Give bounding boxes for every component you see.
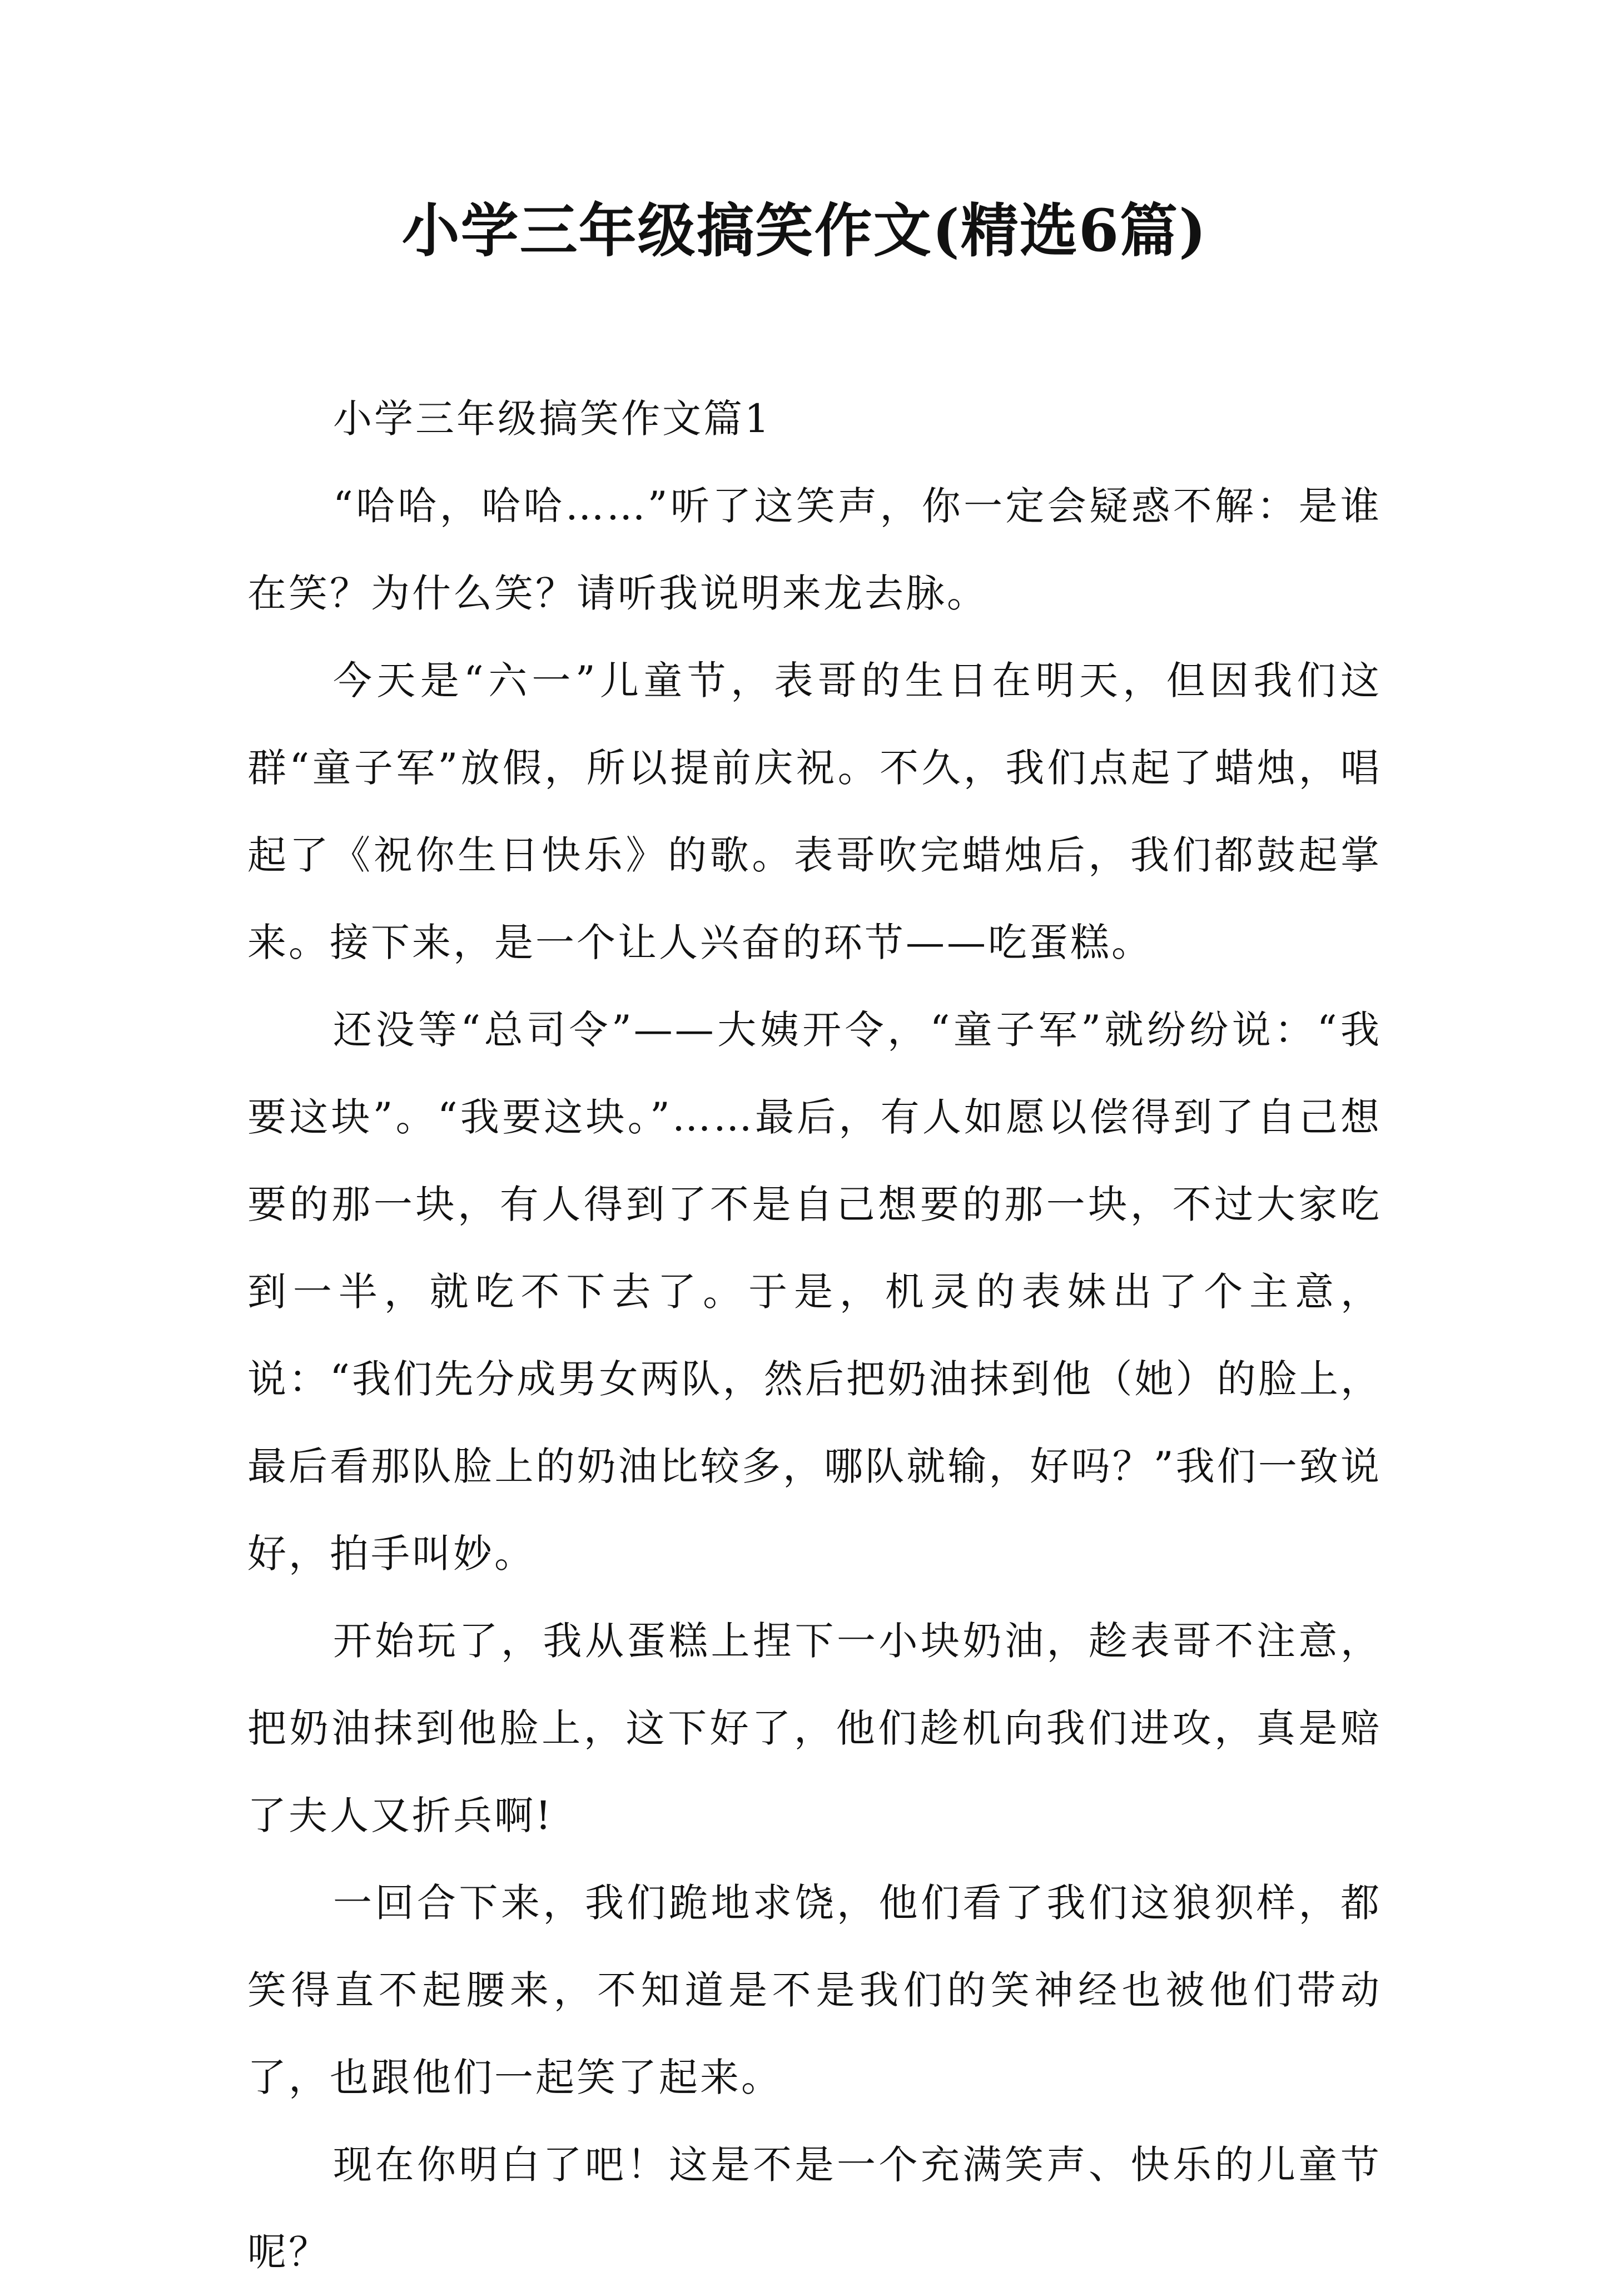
section-heading: 小学三年级搞笑作文篇1 — [333, 396, 772, 442]
paragraph: 一回合下来，我们跪地求饶，他们看了我们这狼狈样，都笑得直不起腰来，不知道是不是我们的笑神经也被他们带动了，也跟他们一起笑了起来。 — [247, 1880, 1382, 2100]
paragraph: 现在你明白了吧！这是不是一个充满笑声、快乐的儿童节呢？ — [247, 2142, 1382, 2275]
paragraph: “哈哈，哈哈……”听了这笑声，你一定会疑惑不解：是谁在笑？为什么笑？请听我说明来龙去脉。 — [247, 483, 1382, 616]
paragraph: 开始玩了，我从蛋糕上捏下一小块奶油，趁表哥不注意，把奶油抹到他脸上，这下好了，他们趁机向我们进攻，真是赔了夫人又折兵啊! — [247, 1618, 1382, 1838]
document-title: 小学三年级搞笑作文(精选6篇) — [401, 196, 1208, 265]
paragraph: 今天是“六一”儿童节，表哥的生日在明天，但因我们这群“童子军”放假，所以提前庆祝。不久，我们点起了蜡烛，唱起了《祝你生日快乐》的歌。表哥吹完蜡烛后，我们都鼓起掌来。接下来，是一个让人兴奋的环节——吃蛋糕。 — [247, 658, 1382, 965]
document-body — [247, 375, 1382, 2296]
paragraph: 还没等“总司令”——大姨开令，“童子军”就纷纷说：“我要这块”。“我要这块。”……最后，有人如愿以偿得到了自己想要的那一块，有人得到了不是自己想要的那一块，不过大家吃到一半，就吃不下去了。于是，机灵的表妹出了个主意，说：“我们先分成男女两队，然后把奶油抹到他（她）的脸上，最后看那队脸上的奶油比较多，哪队就输，好吗？”我们一致说好，拍手叫妙。 — [247, 1007, 1382, 1576]
